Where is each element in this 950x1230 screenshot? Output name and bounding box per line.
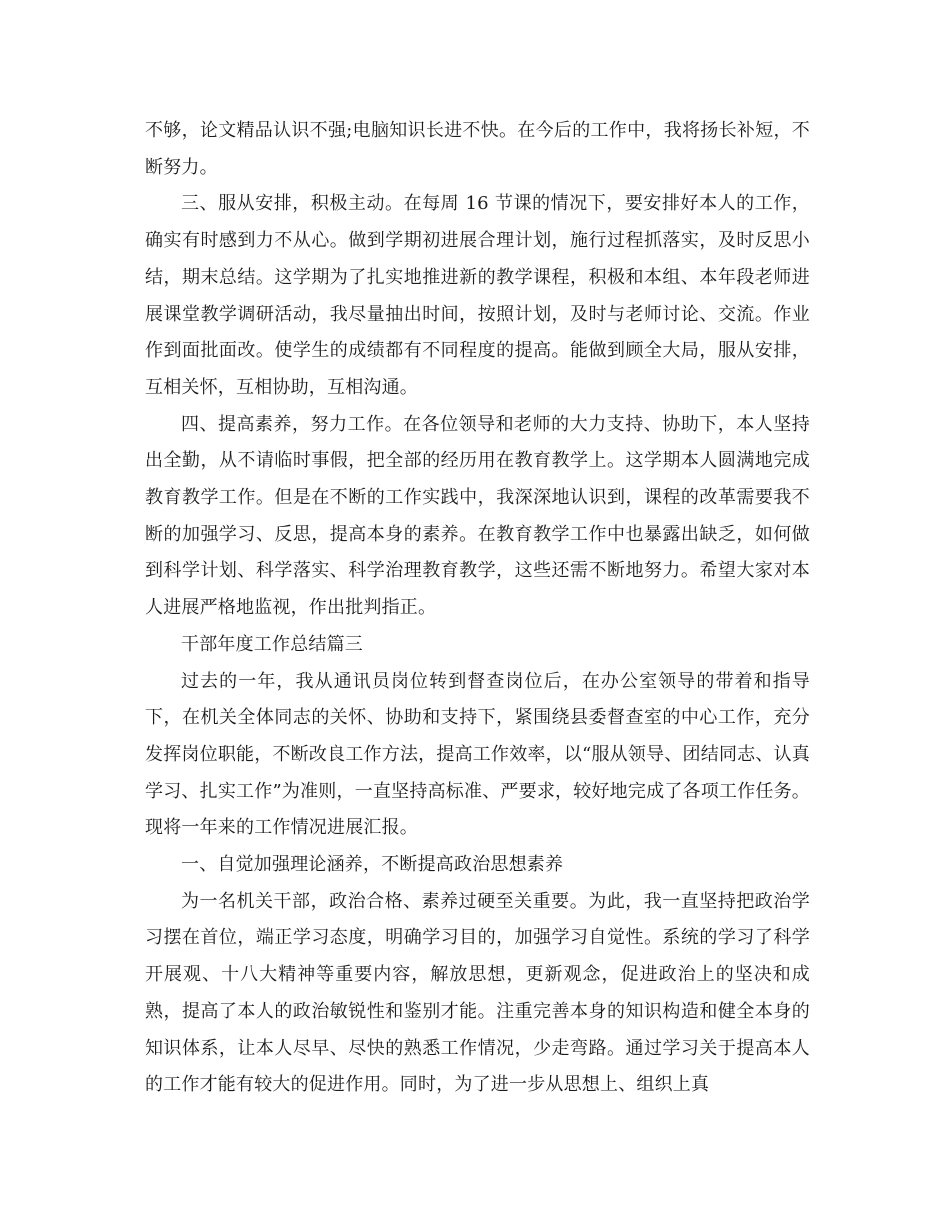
section-heading-theory: 一、自觉加强理论涵养，不断提高政治思想素养 — [181, 854, 564, 876]
paragraph-political-study: 为一名机关干部，政治合格、素养过硬至关重要。为此，我一直坚持把政治学习摆在首位，端正学习态度，明确学习目的，加强学习自觉性。系统的学习了科学开展观、十八大精神等重要内容，解放思想，更新观念，促进政治上的坚决和成熟，提高了本人的政治敏锐性和鉴别才能。注重完善本身的知识构造和健全本身的知识体系，让本人尽早、尽快的熟悉工作情况，少走弯路。通过学习关于提高本人的工作才能有较大的促进作用。同时，为了进一步从思想上、组织上真 — [145, 890, 810, 1096]
paragraph-section-four: 四、提高素养，努力工作。在各位领导和老师的大力支持、协助下，本人坚持出全勤，从不请临时事假，把全部的经历用在教育教学上。这学期本人圆满地完成教育教学工作。但是在不断的工作实践中，我深深地认识到，课程的改革需要我不断的加强学习、反思，提高本身的素养。在教育教学工作中也暴露出缺乏，如何做到科学计划、科学落实、科学治理教育教学，这些还需不断地努力。希望大家对本人进展严格地监视，作出批判指正。 — [145, 413, 810, 619]
section-heading-part-three: 干部年度工作总结篇三 — [181, 633, 363, 655]
paragraph-section-three: 三、服从安排，积极主动。在每周 16 节课的情况下，要安排好本人的工作，确实有时感到力不从心。做到学期初进展合理计划，施行过程抓落实，及时反思小结，期末总结。这学期为了扎实地推进新的教学课程，积极和本组、本年段老师进展课堂教学调研活动，我尽量抽出时间，按照计划，及时与老师讨论、交流。作业作到面批面改。使学生的成绩都有不同程度的提高。能做到顾全大局，服从安排，互相关怀，互相协助，互相沟通。 — [145, 193, 810, 398]
document-body — [145, 113, 810, 1104]
paragraph-intro: 过去的一年，我从通讯员岗位转到督查岗位后，在办公室领导的带着和指导下，在机关全体同志的关怀、协助和支持下，紧围绕县委督查室的中心工作，充分发挥岗位职能，不断改良工作方法，提高工作效率，以“服从领导、团结同志、认真学习、扎实工作”为准则，一直坚持高标准、严要求，较好地完成了各项工作任务。现将一年来的工作情况进展汇报。 — [145, 670, 810, 839]
paragraph-continuation: 不够，论文精品认识不强;电脑知识长进不快。在今后的工作中，我将扬长补短，不断努力。 — [145, 120, 810, 178]
